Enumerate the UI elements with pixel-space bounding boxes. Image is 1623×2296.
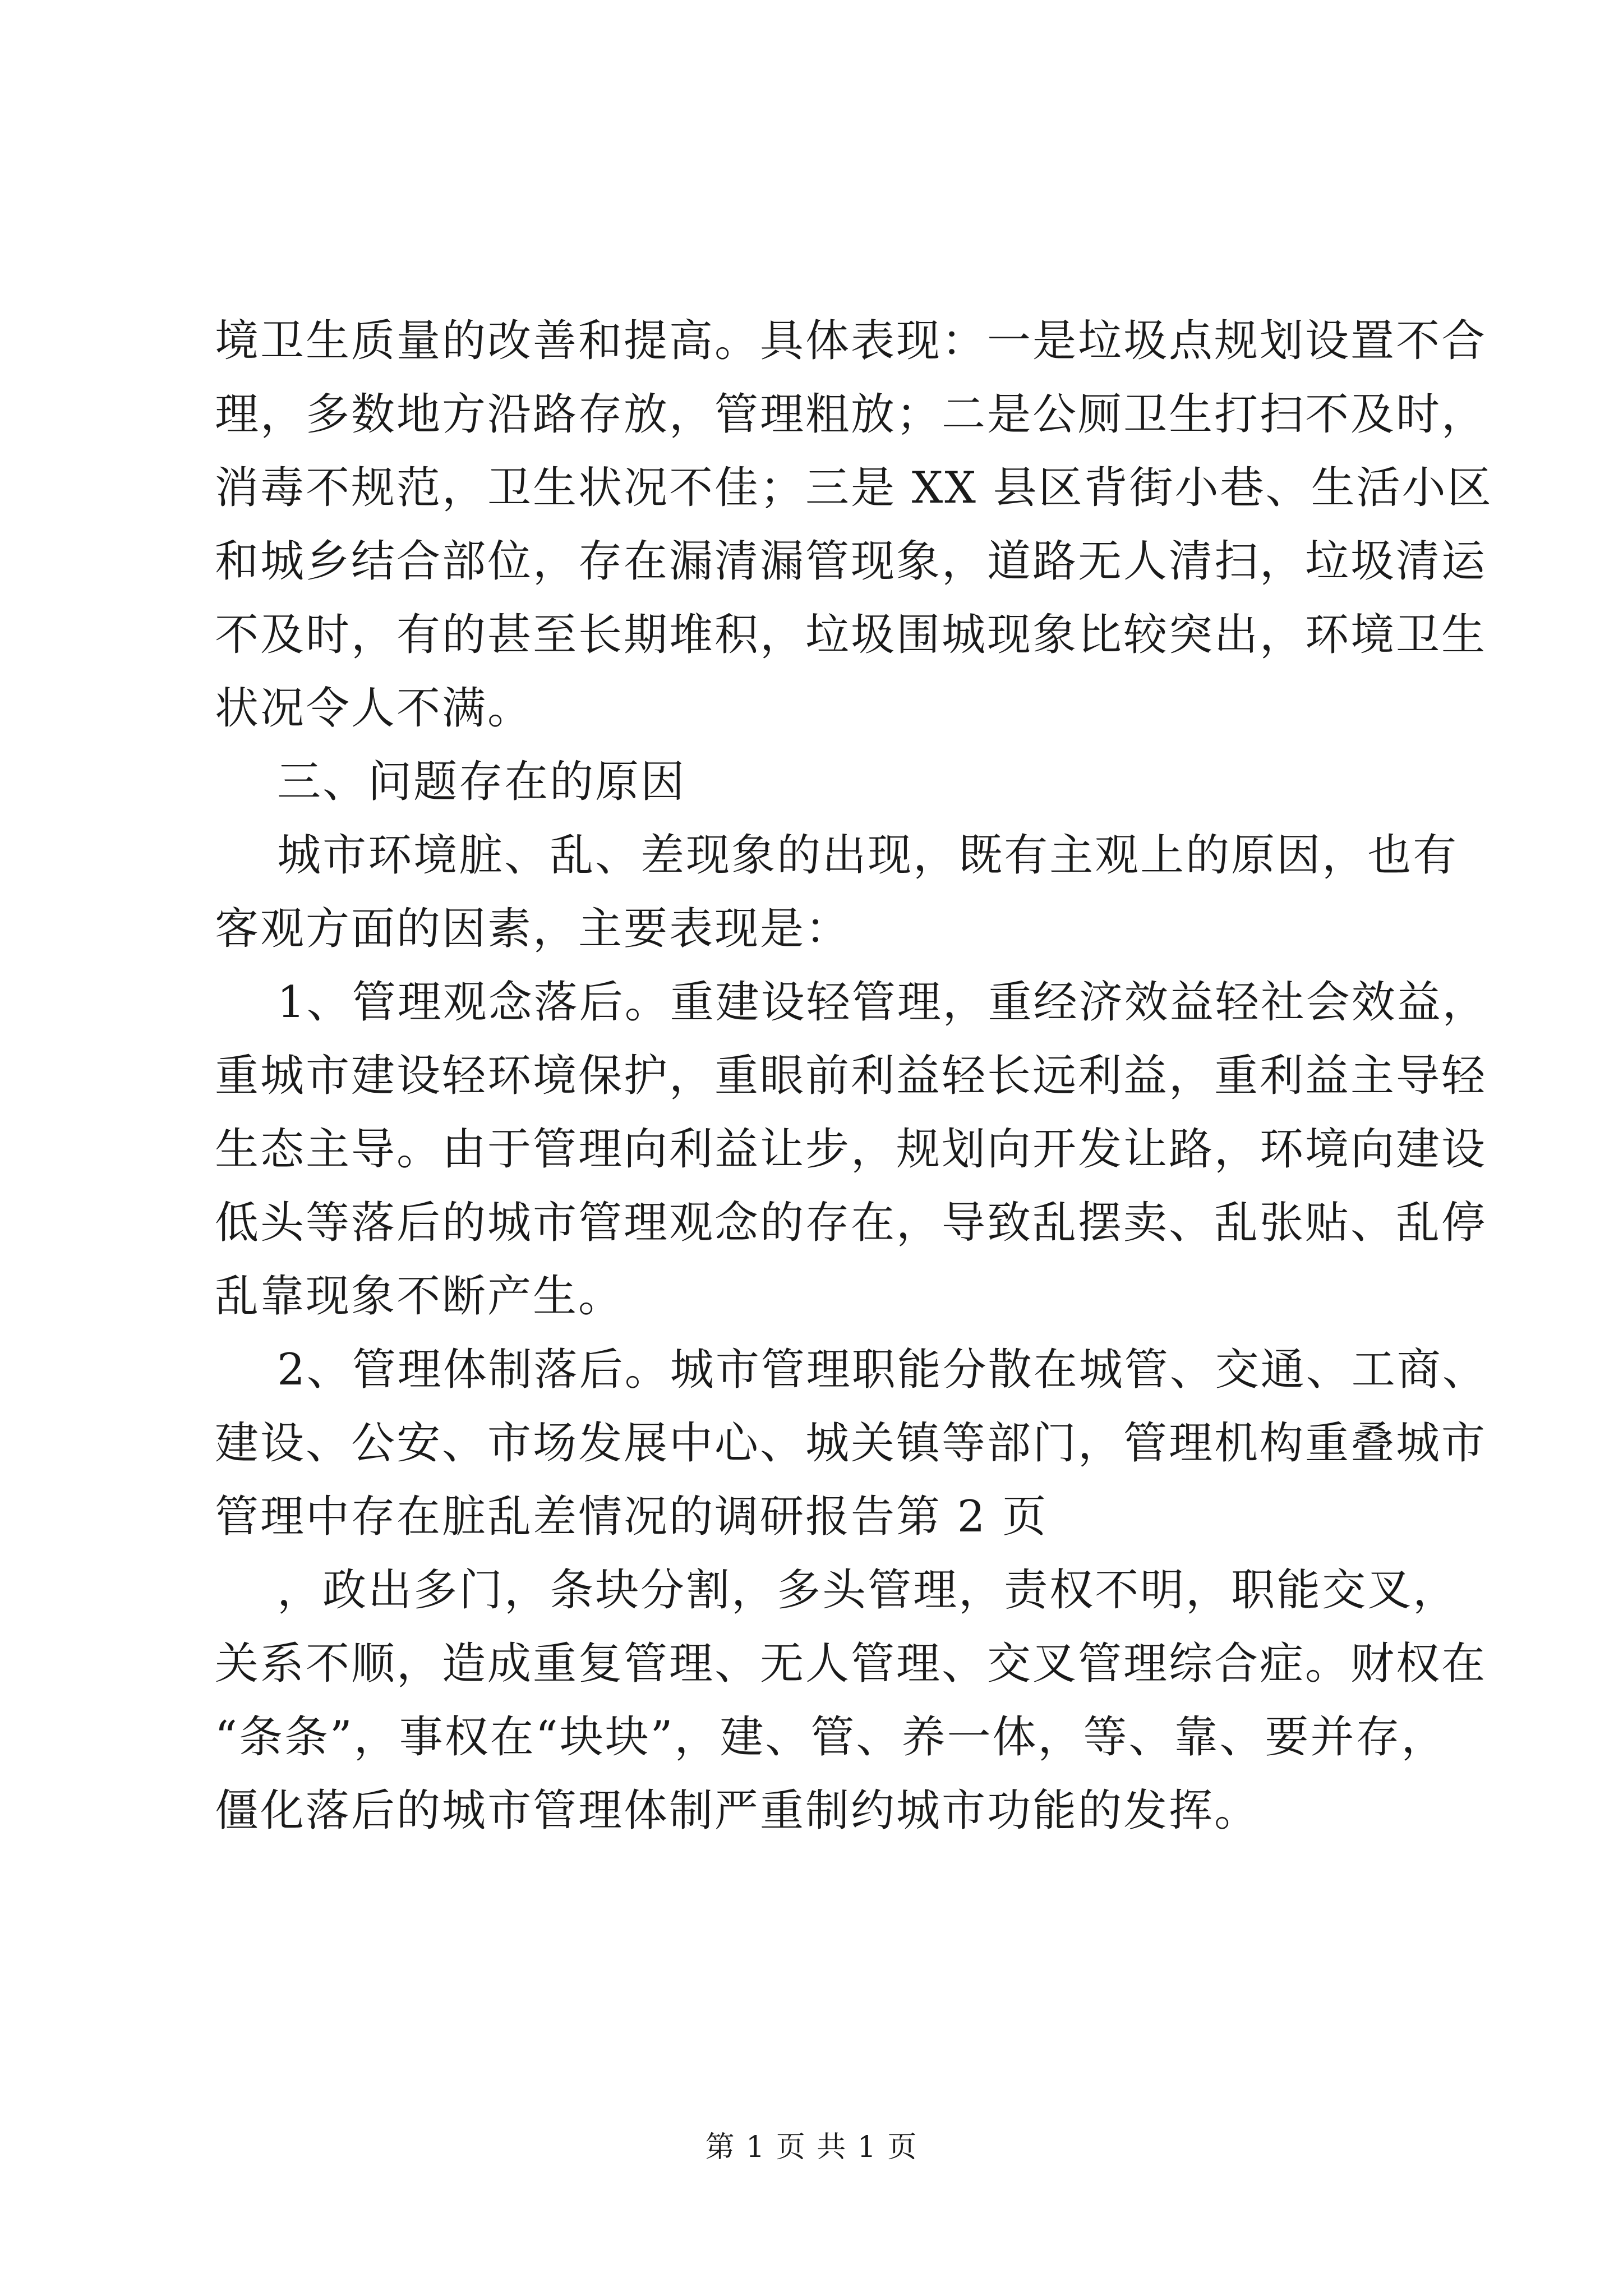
text-line: 管理中存在脏乱差情况的调研报告第 2 页 bbox=[215, 1492, 1048, 1542]
text-line: 1、管理观念落后。重建设轻管理，重经济效益轻社会效益， bbox=[215, 977, 1488, 1028]
text-line: 城市环境脏、乱、差现象的出现，既有主观上的原因，也有 bbox=[215, 830, 1459, 881]
text-line: 消毒不规范，卫生状况不佳；三是 XX 县区背街小巷、生活小区 bbox=[215, 463, 1493, 513]
page-number: 第 1 页 共 1 页 bbox=[705, 2131, 918, 2164]
text-line: 建设、公安、市场发展中心、城关镇等部门，管理机构重叠城市 bbox=[215, 1418, 1487, 1469]
page-footer bbox=[0, 2123, 1623, 2165]
text-line: ，政出多门，条块分割，多头管理，责权不明，职能交叉， bbox=[215, 1565, 1459, 1616]
text-line: 低头等落后的城市管理观念的存在，导致乱摆卖、乱张贴、乱停 bbox=[215, 1198, 1487, 1248]
text-line: 生态主导。由于管理向利益让步，规划向开发让路，环境向建设 bbox=[215, 1124, 1487, 1175]
text-line: 重城市建设轻环境保护，重眼前利益轻长远利益，重利益主导轻 bbox=[215, 1051, 1487, 1101]
text-line: 理，多数地方沿路存放，管理粗放；二是公厕卫生打扫不及时， bbox=[215, 389, 1487, 440]
section-heading: 三、问题存在的原因 bbox=[215, 757, 686, 807]
text-line: 境卫生质量的改善和提高。具体表现：一是垃圾点规划设置不合 bbox=[215, 316, 1487, 366]
text-line: 不及时，有的甚至长期堆积，垃圾围城现象比较突出，环境卫生 bbox=[215, 610, 1487, 660]
text-line: 和城乡结合部位，存在漏清漏管现象，道路无人清扫，垃圾清运 bbox=[215, 536, 1487, 587]
text-line: 僵化落后的城市管理体制严重制约城市功能的发挥。 bbox=[215, 1786, 1260, 1836]
body-text bbox=[215, 305, 1493, 1848]
text-line: “条条”，事权在“块块”，建、管、养一体，等、靠、要并存， bbox=[215, 1712, 1447, 1763]
text-line: 2、管理体制落后。城市管理职能分散在城管、交通、工商、 bbox=[215, 1345, 1488, 1395]
text-line: 关系不顺，造成重复管理、无人管理、交叉管理综合症。财权在 bbox=[215, 1639, 1487, 1689]
text-line: 状况令人不满。 bbox=[215, 683, 533, 734]
text-line: 客观方面的因素，主要表现是： bbox=[215, 904, 851, 954]
text-line: 乱靠现象不断产生。 bbox=[215, 1271, 624, 1322]
